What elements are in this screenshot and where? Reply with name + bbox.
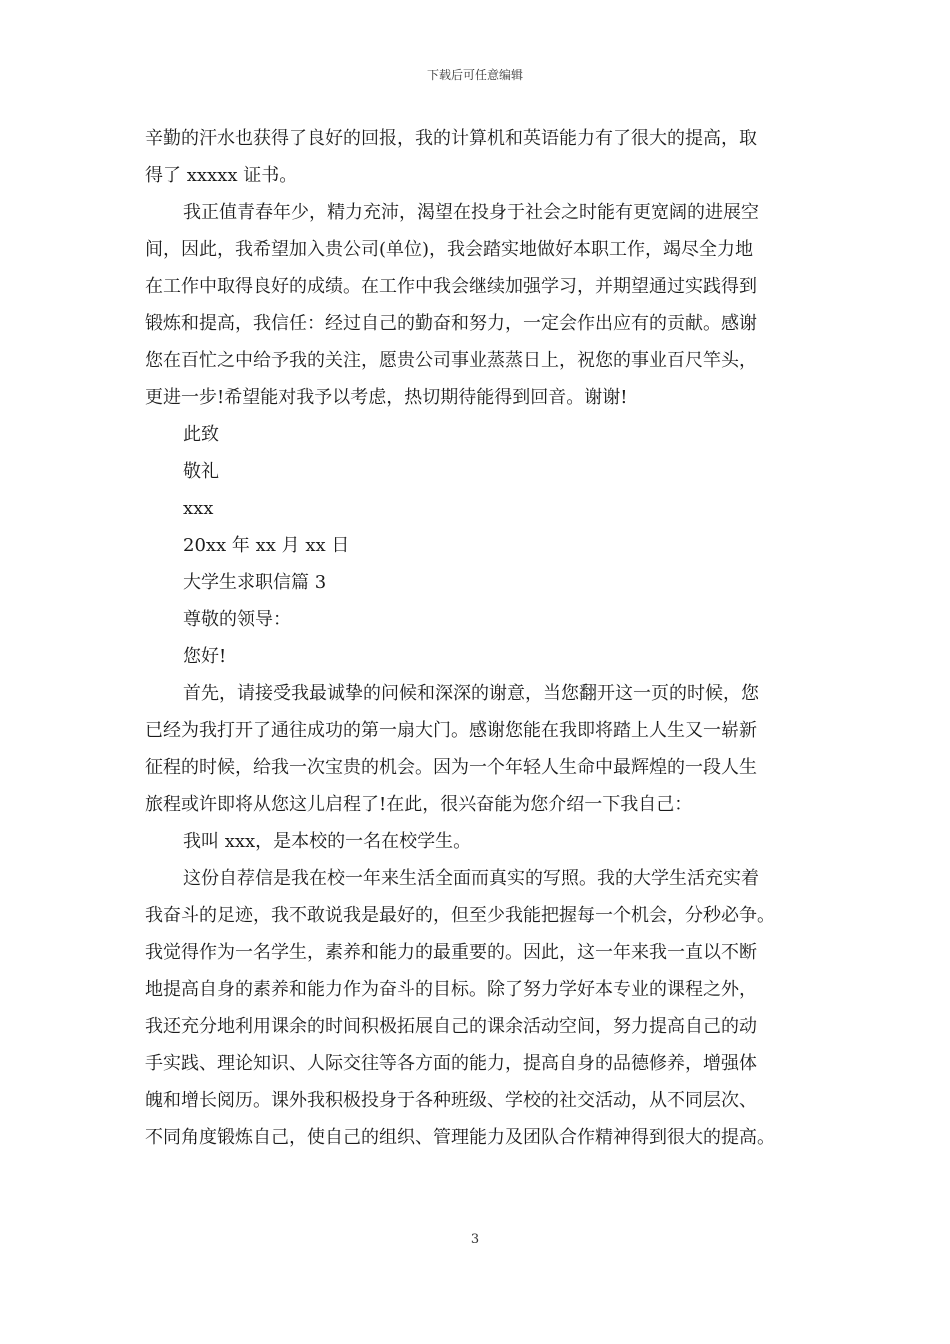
letter-body xyxy=(145,120,820,1156)
text-line: 得了 xxxxx 证书。 xyxy=(145,165,298,186)
text-line: 旅程或许即将从您这儿启程了!在此，很兴奋能为您介绍一下我自己： xyxy=(145,794,693,815)
text-line: 魄和增长阅历。课外我积极投身于各种班级、学校的社交活动，从不同层次、 xyxy=(145,1090,757,1111)
text-line: 您在百忙之中给予我的关注，愿贵公司事业蒸蒸日上，祝您的事业百尺竿头， xyxy=(145,350,757,371)
text-line: 我觉得作为一名学生，素养和能力的最重要的。因此，这一年来我一直以不断 xyxy=(145,942,757,963)
text-line: 我正值青春年少，精力充沛，渴望在投身于社会之时能有更宽阔的进展空 xyxy=(183,202,759,223)
text-line: 此致 xyxy=(183,424,219,445)
text-line: 间，因此，我希望加入贵公司(单位)，我会踏实地做好本职工作，竭尽全力地 xyxy=(145,239,754,260)
text-line: 我奋斗的足迹，我不敢说我是最好的，但至少我能把握每一个机会，分秒必争。 xyxy=(145,905,775,926)
text-line: 首先，请接受我最诚挚的问候和深深的谢意，当您翻开这一页的时候，您 xyxy=(183,683,759,704)
text-line: 我还充分地利用课余的时间积极拓展自己的课余活动空间，努力提高自己的动 xyxy=(145,1016,757,1037)
text-line: 大学生求职信篇 3 xyxy=(183,572,327,593)
text-line: 这份自荐信是我在校一年来生活全面而真实的写照。我的大学生活充实着 xyxy=(183,868,759,889)
text-line: 更进一步!希望能对我予以考虑，热切期待能得到回音。谢谢! xyxy=(145,387,628,408)
page-header: 下载后可任意编辑 xyxy=(426,68,523,82)
text-line: 已经为我打开了通往成功的第一扇大门。感谢您能在我即将踏上人生又一崭新 xyxy=(145,720,757,741)
text-line: 我叫 xxx，是本校的一名在校学生。 xyxy=(183,831,472,852)
text-line: 敬礼 xyxy=(183,461,219,482)
text-line: 不同角度锻炼自己，使自己的组织、管理能力及团队合作精神得到很大的提高。 xyxy=(145,1127,775,1148)
text-line: 尊敬的领导： xyxy=(183,609,291,630)
text-line: 辛勤的汗水也获得了良好的回报，我的计算机和英语能力有了很大的提高，取 xyxy=(145,128,757,149)
text-line: 20xx 年 xx 月 xx 日 xyxy=(183,535,350,556)
text-line: 在工作中取得良好的成绩。在工作中我会继续加强学习，并期望通过实践得到 xyxy=(145,276,757,297)
text-line: 您好! xyxy=(183,646,227,667)
text-line: 征程的时候，给我一次宝贵的机会。因为一个年轻人生命中最辉煌的一段人生 xyxy=(145,757,757,778)
text-line: 手实践、理论知识、人际交往等各方面的能力，提高自身的品德修养，增强体 xyxy=(145,1053,757,1074)
text-line: 锻炼和提高，我信任：经过自己的勤奋和努力，一定会作出应有的贡献。感谢 xyxy=(145,313,757,334)
page-number: 3 xyxy=(470,1232,480,1247)
text-line: xxx xyxy=(183,498,214,519)
text-line: 地提高自身的素养和能力作为奋斗的目标。除了努力学好本专业的课程之外， xyxy=(145,979,757,1000)
